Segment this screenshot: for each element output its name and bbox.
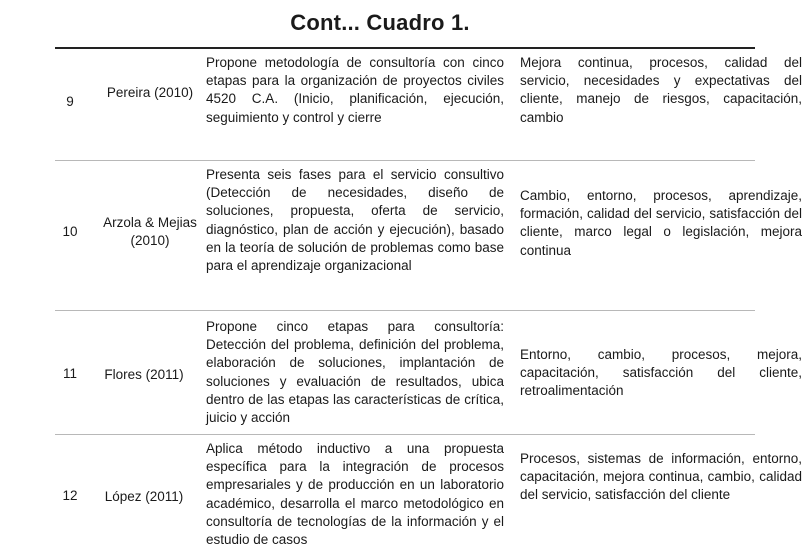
table-row <box>55 166 802 302</box>
table-title: Cont... Cuadro 1. <box>290 10 470 35</box>
row-author: Arzola & Mejias (2010) <box>103 215 197 248</box>
row-separator <box>55 434 755 435</box>
row-number: 10 <box>62 224 78 239</box>
row-description: Presenta seis fases para el servicio consultivo (Detección de necesidades, diseño de soluciones, propuesta, oferta de servicio, diagnóstico, plan de acción y ejecución), basado en la teoría de solución de problemas como base para el aprendizaje organizacional <box>206 167 504 274</box>
table-row <box>55 318 802 434</box>
row-categories: Mejora continua, procesos, calidad del servicio, necesidades y expectativas del cliente, manejo de riesgos, capacitación, cambio <box>520 55 802 125</box>
row-author: Flores (2011) <box>104 367 184 382</box>
row-categories: Entorno, cambio, procesos, mejora, capacitación, satisfacción del cliente, retroalimentación <box>520 347 802 399</box>
row-number: 11 <box>62 366 77 381</box>
row-separator <box>55 310 755 311</box>
row-categories: Cambio, entorno, procesos, aprendizaje, formación, calidad del servicio, satisfacción del cliente, marco legal o legislación, mejora continua <box>520 188 802 258</box>
row-categories: Procesos, sistemas de información, entorno, capacitación, mejora continua, cambio, calidad del servicio, satisfacción del cliente <box>520 451 802 503</box>
row-number: 12 <box>62 488 78 503</box>
row-author: Pereira (2010) <box>106 85 194 100</box>
row-description: Aplica método inductivo a una propuesta específica para la integración de procesos empresariales y de producción en un laboratorio académico, desarrolla el marco metodológico en consultoría de tecnologías de la información y el estudio de casos <box>206 441 504 548</box>
row-author: López (2011) <box>104 489 184 504</box>
row-description: Propone cinco etapas para consultoría: Detección del problema, definición del problema, elaboración de soluciones, implantación de soluciones y evaluación de resultados, ubica dentro de las etapas las características de crítica, juicio y acción <box>206 319 504 426</box>
row-separator <box>55 160 755 161</box>
row-description: Propone metodología de consultoría con cinco etapas para la organización de proyectos civiles 4520 C.A. (Inicio, planificación, ejecución, seguimiento y control y cierre <box>206 55 504 125</box>
table-row <box>55 54 802 154</box>
table-row <box>55 440 802 556</box>
header-rule <box>55 47 755 49</box>
row-number: 9 <box>66 94 74 109</box>
